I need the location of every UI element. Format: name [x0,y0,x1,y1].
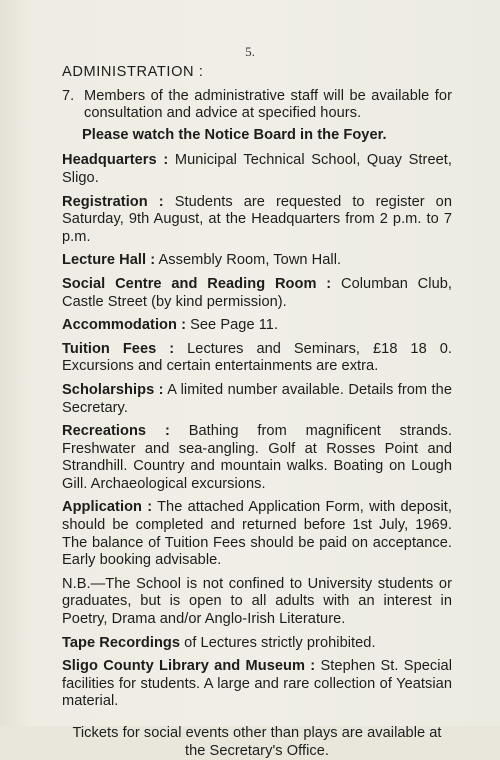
entry-label: Tuition Fees : [62,340,175,357]
tickets-note: Tickets for social events other than plays are available at the Secretary's Office. [72,725,442,759]
entry-text: Students are requested to register on Saturday, 9th August, at the Headquarters from 2 p.m. to 7 p.m. [62,193,453,245]
entry-text: The attached Application Form, with deposit, should be completed and returned before 1st July, 1969. The balance of Tuition Fees should be paid on acceptance. Early booking advisable. [62,499,452,569]
page-number: 5. [245,44,255,59]
notice-board-note: Please watch the Notice Board in the Foyer. [82,126,387,143]
nb-paragraph: N.B.—The School is not confined to University students or graduates, but is open to all adults with an interest in Poetry, Drama and/or Anglo-Irish Literature. [62,575,452,628]
entry-library [62,658,452,711]
entry-text: See Page 11. [190,317,279,334]
entry-text: Municipal Technical School, Quay Street, Sligo. [62,152,452,186]
entry-tape-recordings [62,635,452,653]
entry-label: Accommodation : [62,317,186,334]
entry-label: Tape Recordings [62,634,181,651]
entry-label: Sligo County Library and Museum : [62,658,316,675]
entry-registration [62,194,452,247]
entry-accommodation [62,317,452,335]
entry-label: Scholarships : [62,381,164,398]
entry-label: Recreations : [62,423,170,440]
item-number: 7. [62,87,75,104]
entry-tuition-fees [62,341,452,376]
item-7 [62,88,452,123]
section-heading: ADMINISTRATION : [62,64,204,80]
entry-label: Registration : [62,193,164,210]
entry-text: Assembly Room, Town Hall. [158,252,342,269]
entry-text: of Lectures strictly prohibited. [184,634,376,651]
entry-application [62,499,452,569]
entry-label: Application : [62,499,153,516]
entry-social-centre [62,276,452,311]
entry-text: A limited number available. Details from the Secretary. [62,381,452,416]
entry-text: Stephen St. Special facilities for students. A large and rare collection of Yeatsian material. [62,658,453,710]
entry-label: Social Centre and Reading Room : [62,275,332,292]
entry-headquarters [62,152,452,187]
entry-scholarships [62,382,452,417]
entry-text: Columban Club, Castle Street (by kind permission). [62,275,453,310]
entry-text: Lectures and Seminars, £18 18 0. Excursions and certain entertainments are extra. [62,340,452,375]
entry-recreations [62,423,452,493]
item-text: Members of the administrative staff will be available for consultation and advice at specified hours. [84,87,452,122]
entry-lecture-hall [62,252,452,270]
entry-label: Headquarters : [62,152,169,169]
entry-label: Lecture Hall : [62,252,156,269]
administration-section [62,64,452,760]
entry-text: Bathing from magnificent strands. Freshwater and sea-angling. Golf at Rosses Point and Strandhill. Country and mountain walks. Boating on Lough Gill. Archaeological excursions. [62,423,452,492]
